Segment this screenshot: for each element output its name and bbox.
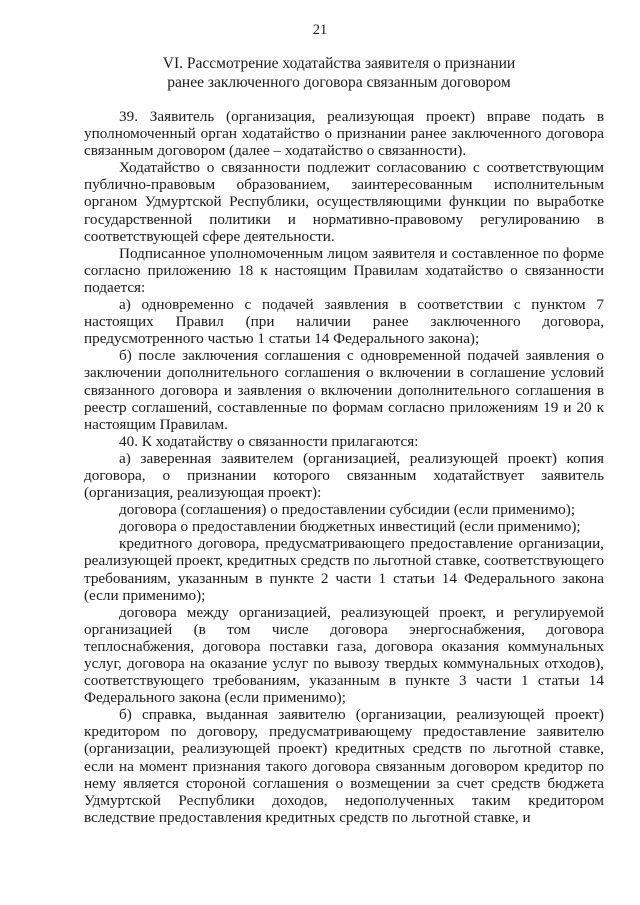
paragraph-39: 39. Заявитель (организация, реализующая проект) вправе подать в уполномоченный орган ходатайство о признании ранее заключенного договора связанным договором (далее – ходатайство о связанности). <box>84 108 604 160</box>
section-heading-line-1: VI. Рассмотрение ходатайства заявителя о признании <box>162 55 516 72</box>
list-item-regulated: договора между организацией, реализующей проект, и регулируемой организацией (в том числе договора энергоснабжения, договора теплоснабжения, договора поставки газа, договора оказания коммунальных услуг, договора на оказание услуг по вывозу твердых коммунальных отходов), соответствующего требованиям, указанным в пункте 3 части 1 статьи 14 Федерального закона (если применимо); <box>84 603 604 707</box>
paragraph-40: 40. К ходатайству о связанности прилагаются: <box>119 432 419 450</box>
paragraph-submission-b: б) после заключения соглашения с одновременной подачей заявления о заключении дополнительного соглашения о включении в соглашение условий связанного договора и заявления о включении дополнительного соглашения в реестр соглашений, составленные по формам согласно приложениям 19 и 20 к настоящим Правилам. <box>84 347 604 433</box>
body-text <box>84 108 604 826</box>
paragraph-40-a: а) заверенная заявителем (организацией, реализующей проект) копия договора, о признании которого связанным ходатайствует заявитель (организация, реализующая проект): <box>84 449 604 502</box>
page-number: 21 <box>312 22 328 38</box>
section-heading <box>60 54 618 92</box>
paragraph-approval: Ходатайство о связанности подлежит согласованию с соответствующим публично-правовым образованием, заинтересованным исполнительным органом Удмуртской Республики, осуществляющими функции по выработке государственной политики и нормативно-правовому регулированию в соответствующей сфере деятельности. <box>84 159 604 245</box>
list-item-subsidy: договора (соглашения) о предоставлении субсидии (если применимо); <box>119 501 576 519</box>
paragraph-submission-a: а) одновременно с подачей заявления в соответствии с пунктом 7 настоящих Правил (при наличии ранее заключенного договора, предусмотренного частью 1 статьи 14 Федерального закона); <box>84 296 604 348</box>
section-heading-line-2: ранее заключенного договора связанным договором <box>167 74 511 91</box>
paragraph-submission: Подписанное уполномоченным лицом заявителя и составленное по форме согласно приложению 18 к настоящим Правилам ходатайство о связанности подается: <box>84 244 604 296</box>
list-item-investments: договора о предоставлении бюджетных инвестиций (если применимо); <box>119 518 581 536</box>
paragraph-40-b: б) справка, выданная заявителю (организации, реализующей проект) кредитором по договору, предусматривающему предоставление заявителю (организации, реализующей проект) кредитных средств по льготной ставке, если на момент признания такого договора связанным договором кредитор по нему является стороной соглашения о возмещении за счет средств бюджета Удмуртской Республики доходов, недополученных таким кредитором вследствие предоставления кредитных средств по льготной ставке, и <box>84 706 604 826</box>
list-item-credit: кредитного договора, предусматривающего предоставление организации, реализующей проект, кредитных средств по льготной ставке, соответствующего требованиям, указанным в пункте 2 части 1 статьи 14 Федерального закона (если применимо); <box>84 535 604 604</box>
